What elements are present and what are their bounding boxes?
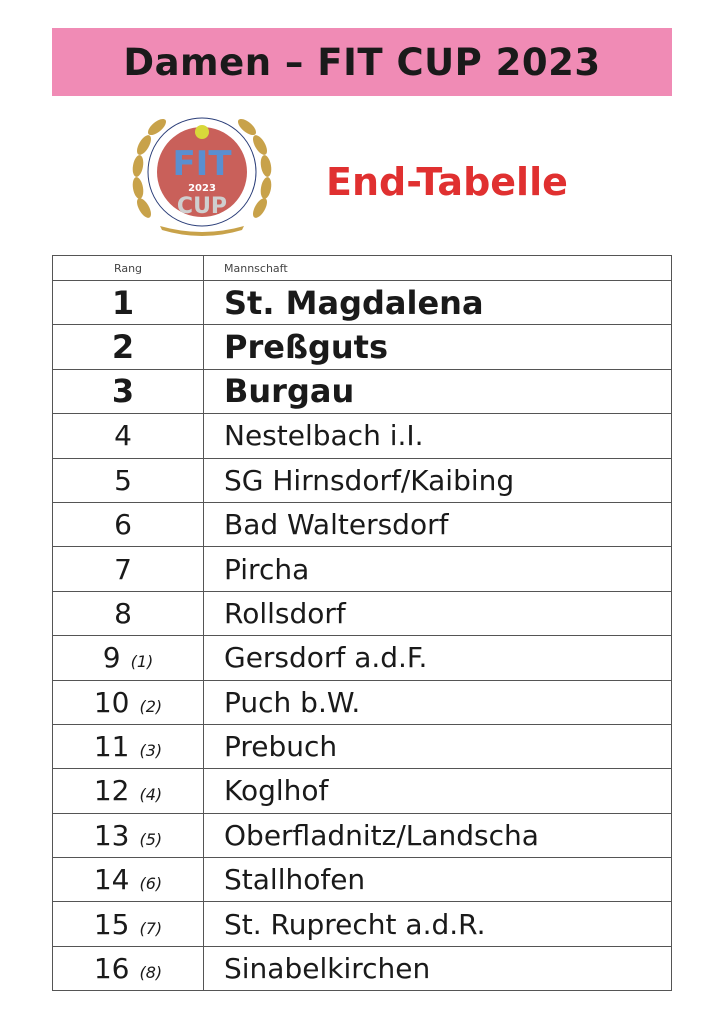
rank-cell: 2 bbox=[111, 328, 135, 367]
rank-cell: 16 bbox=[93, 952, 130, 986]
rank-cell: 14 bbox=[93, 863, 130, 897]
qualifier-cell: (7) bbox=[139, 918, 163, 938]
team-cell: SG Hirnsdorf/Kaibing bbox=[204, 458, 672, 502]
team-cell: Prebuch bbox=[204, 724, 672, 768]
rank-cell: 7 bbox=[114, 552, 132, 586]
team-header: Mannschaft bbox=[204, 256, 672, 281]
qualifier-cell: (1) bbox=[130, 652, 154, 672]
rank-cell: 1 bbox=[111, 283, 135, 322]
table-row bbox=[53, 680, 672, 724]
fit-cup-logo bbox=[130, 108, 274, 238]
rank-cell: 13 bbox=[93, 818, 130, 852]
table-header-row bbox=[53, 256, 672, 281]
team-cell: Gersdorf a.d.F. bbox=[204, 636, 672, 680]
table-row bbox=[53, 636, 672, 680]
team-cell: Burgau bbox=[204, 369, 672, 413]
page-title: Damen – FIT CUP 2023 bbox=[123, 40, 601, 84]
rank-header: Rang bbox=[53, 256, 204, 281]
team-cell: St. Ruprecht a.d.R. bbox=[204, 902, 672, 946]
rank-cell: 10 bbox=[93, 685, 130, 719]
table-row bbox=[53, 458, 672, 502]
table-row bbox=[53, 414, 672, 458]
rank-cell: 6 bbox=[114, 508, 132, 542]
qualifier-cell: (6) bbox=[139, 874, 163, 894]
team-cell: Koglhof bbox=[204, 769, 672, 813]
table-row bbox=[53, 858, 672, 902]
table-row bbox=[53, 325, 672, 369]
table-row bbox=[53, 547, 672, 591]
rank-cell: 8 bbox=[114, 596, 132, 630]
qualifier-cell: (4) bbox=[139, 785, 163, 805]
rank-cell: 9 bbox=[102, 641, 121, 675]
table-row bbox=[53, 369, 672, 413]
table-row bbox=[53, 591, 672, 635]
table-row bbox=[53, 769, 672, 813]
svg-text:FIT: FIT bbox=[172, 144, 232, 184]
standings-table bbox=[52, 255, 672, 991]
team-cell: Puch b.W. bbox=[204, 680, 672, 724]
end-table-heading: End-Tabelle bbox=[326, 160, 568, 204]
team-cell: Nestelbach i.I. bbox=[204, 414, 672, 458]
qualifier-cell: (8) bbox=[139, 963, 163, 983]
table-row bbox=[53, 281, 672, 325]
rank-cell: 12 bbox=[93, 774, 130, 808]
rank-cell: 15 bbox=[93, 907, 130, 941]
rank-cell: 3 bbox=[111, 372, 135, 411]
title-banner bbox=[52, 28, 672, 96]
team-cell: Sinabelkirchen bbox=[204, 946, 672, 990]
qualifier-cell: (2) bbox=[139, 696, 163, 716]
team-cell: Stallhofen bbox=[204, 858, 672, 902]
rank-cell: 11 bbox=[93, 730, 130, 764]
team-cell: Oberfladnitz/Landscha bbox=[204, 813, 672, 857]
team-cell: Bad Waltersdorf bbox=[204, 502, 672, 546]
team-cell: Pircha bbox=[204, 547, 672, 591]
table-row bbox=[53, 946, 672, 990]
rank-cell: 4 bbox=[114, 419, 132, 453]
team-cell: Rollsdorf bbox=[204, 591, 672, 635]
team-cell: St. Magdalena bbox=[204, 281, 672, 325]
team-cell: Preßguts bbox=[204, 325, 672, 369]
table-row bbox=[53, 724, 672, 768]
qualifier-cell: (3) bbox=[139, 741, 163, 761]
svg-text:CUP: CUP bbox=[176, 194, 228, 219]
qualifier-cell: (5) bbox=[139, 829, 163, 849]
table-row bbox=[53, 813, 672, 857]
rank-cell: 5 bbox=[114, 463, 132, 497]
table-row bbox=[53, 902, 672, 946]
table-row bbox=[53, 502, 672, 546]
svg-text:2023: 2023 bbox=[188, 183, 216, 194]
